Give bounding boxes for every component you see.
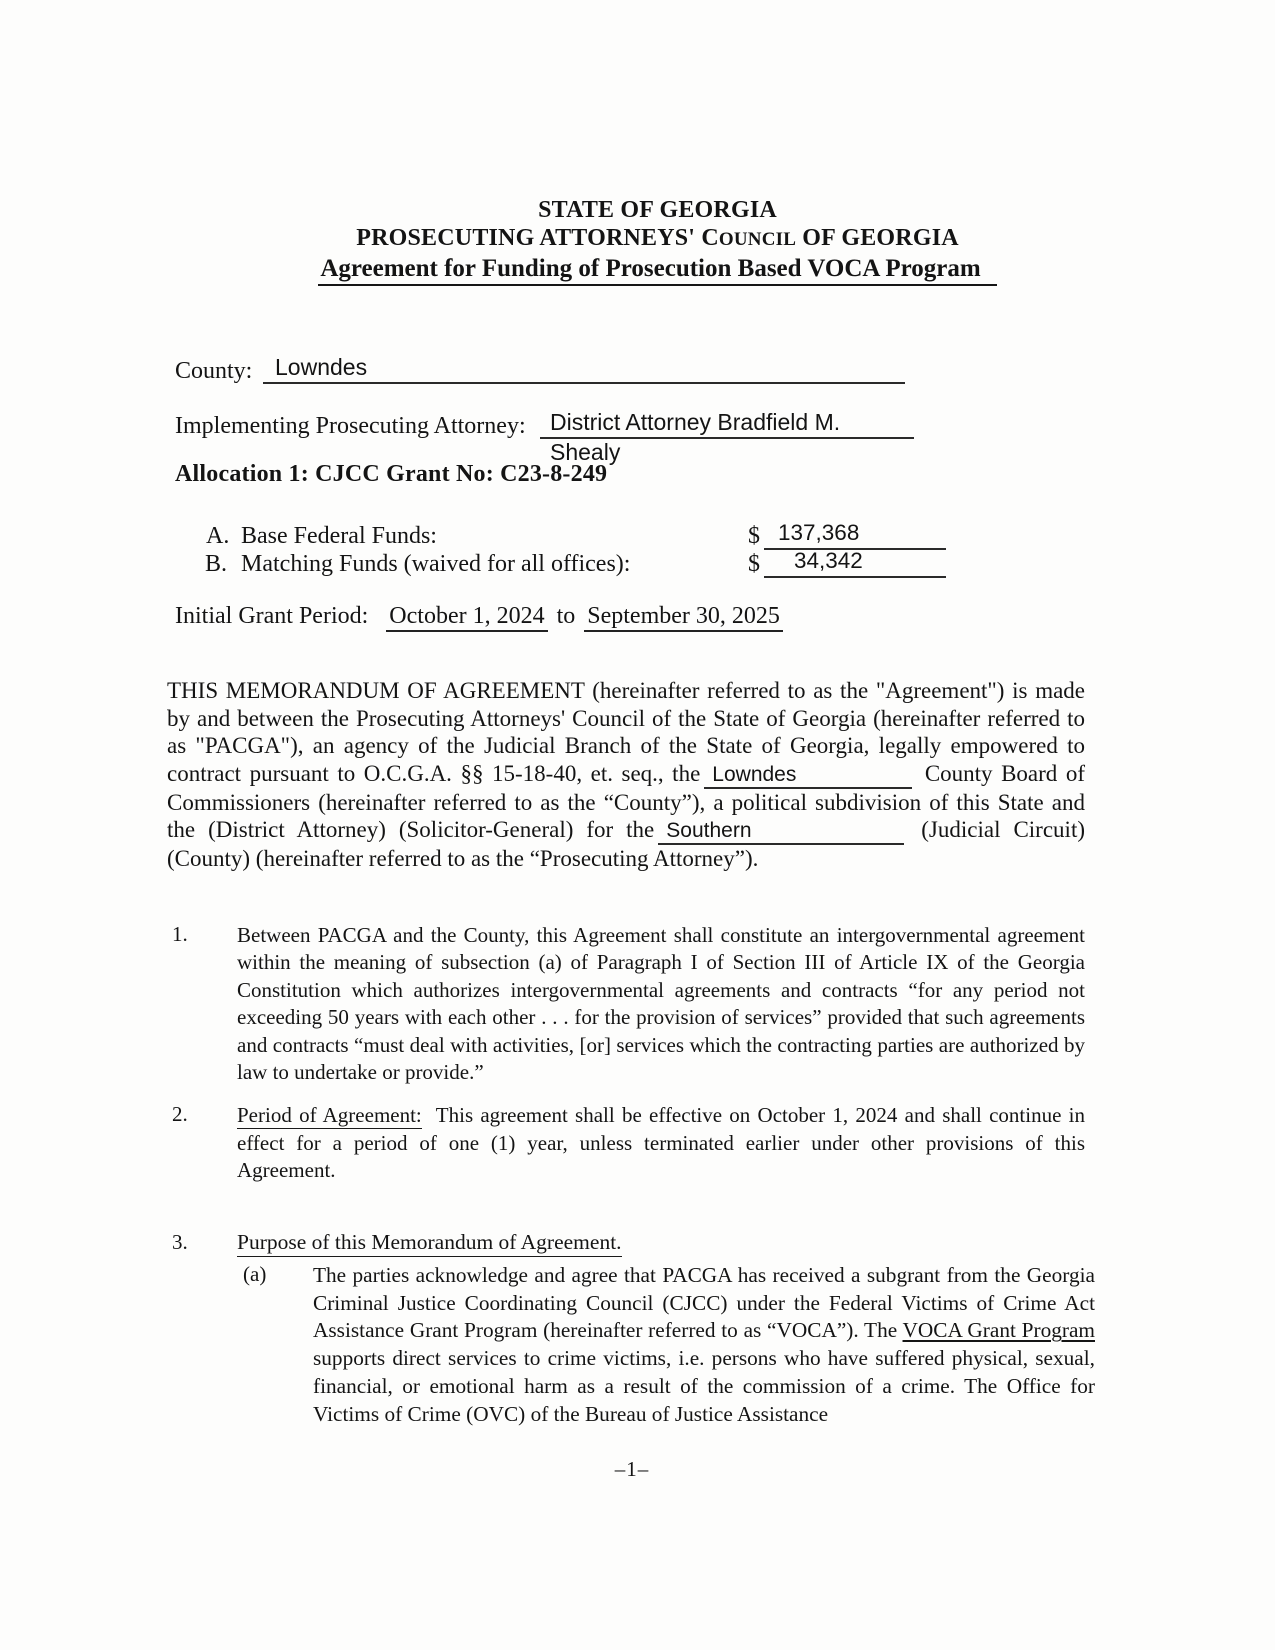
grant-period-row	[175, 603, 783, 630]
subsection-a-body	[313, 1262, 1095, 1428]
fund-a-marker: A.	[206, 523, 230, 549]
title-council-line	[40, 224, 1275, 254]
subsection-a-part2: supports direct services to crime victims, i.e. persons who have suffered physical, sexual, financial, or emotional harm as a result of the commission of a crime. The Office for Victims of Crime (OVC) of the Bureau of Justice Assistance	[313, 1346, 1095, 1426]
preamble-part1: THIS MEMORANDUM OF AGREEMENT (hereinafter referred to as the "Agreement") is made by and between the Prosecuting Attorneys' Council of the State of Georgia (hereinafter referred to as "PACGA"), an agency of the Judicial Branch of the State of Georgia, legally empowered to contract pursuant to O.C.G.A. §§ 15-18-40, et. seq., the	[167, 678, 1085, 786]
title-council-smallcaps: OUNCIL	[718, 229, 797, 250]
county-field-value: Lowndes	[263, 352, 905, 384]
subsection-a-marker: (a)	[243, 1262, 267, 1286]
fund-b-amount: 34,342	[764, 546, 946, 578]
page-number: –1–	[614, 1457, 650, 1481]
section-2-heading: Period of Agreement:	[237, 1103, 422, 1127]
fund-b-label: Matching Funds (waived for all offices):	[241, 551, 631, 577]
document-title-block	[0, 196, 1275, 286]
section-1-body: Between PACGA and the County, this Agreement shall constitute an intergovernmental agreement within the meaning of subsection (a) of Paragraph I of Section III of Article IX of the Georgia Constitution which authorizes intergovernmental agreements and contracts “for any period not exceeding 50 years with each other . . . for the provision of services” provided that such agreements and contracts “must deal with activities, [or] services which the contracting parties are authorized by law to undertake or provide.”	[237, 923, 1085, 1085]
section-2-text: This agreement shall be effective on October 1, 2024 and shall continue in effect for a period of one (1) year, unless terminated earlier under other provisions of this Agreement.	[237, 1103, 1085, 1183]
section-3-heading: Purpose of this Memorandum of Agreement.	[237, 1230, 622, 1257]
fund-a-dollar-sign: $	[748, 523, 760, 549]
attorney-label: Implementing Prosecuting Attorney:	[175, 413, 526, 439]
attorney-field-value: District Attorney Bradfield M. Shealy	[540, 407, 914, 439]
grant-period-end-date: September 30, 2025	[584, 603, 783, 632]
title-agreement-text: Agreement for Funding of Prosecution Based VOCA Program	[318, 255, 996, 286]
title-council-pre: PROSECUTING ATTORNEYS' C	[356, 225, 719, 251]
title-agreement-line	[40, 254, 1275, 286]
section-2-body	[237, 1102, 1085, 1185]
subsection-a-part1: The parties acknowledge and agree that PACGA has received a subgrant from the Georgia Criminal Justice Coordinating Council (CJCC) under the Federal Victims of Crime Act Assistance Grant Program (hereinafter referred to as “VOCA”). The	[313, 1263, 1095, 1343]
grant-period-connector: to	[556, 603, 576, 629]
preamble-circuit-fill: Southern	[658, 819, 904, 845]
section-3-number: 3.	[172, 1230, 188, 1254]
fund-b-marker: B.	[205, 551, 228, 577]
county-label: County:	[175, 358, 253, 384]
section-1-number: 1.	[172, 922, 188, 946]
preamble-part3: (Judicial Circuit) (County) (hereinafter referred to as the “Prosecuting Attorney”).	[167, 817, 1085, 872]
allocation-heading: Allocation 1: CJCC Grant No: C23-8-249	[175, 461, 608, 487]
preamble-paragraph	[167, 677, 1085, 873]
title-council-post: OF GEORGIA	[796, 225, 959, 251]
preamble-county-fill: Lowndes	[704, 763, 912, 789]
title-state-of-georgia: STATE OF GEORGIA	[538, 197, 777, 223]
grant-period-start-date: October 1, 2024	[386, 603, 547, 632]
section-2-number: 2.	[172, 1102, 188, 1126]
preamble-part2: County Board of Commissioners (hereinafter referred to as the “County”), a political subdivision of this State and the (District Attorney) (Solicitor-General) for the	[167, 760, 1085, 843]
subsection-a-voca-program: VOCA Grant Program	[902, 1318, 1095, 1343]
grant-period-label: Initial Grant Period:	[175, 603, 369, 629]
fund-a-amount: 137,368	[764, 518, 946, 550]
fund-a-label: Base Federal Funds:	[241, 523, 437, 549]
fund-b-dollar-sign: $	[748, 551, 760, 577]
